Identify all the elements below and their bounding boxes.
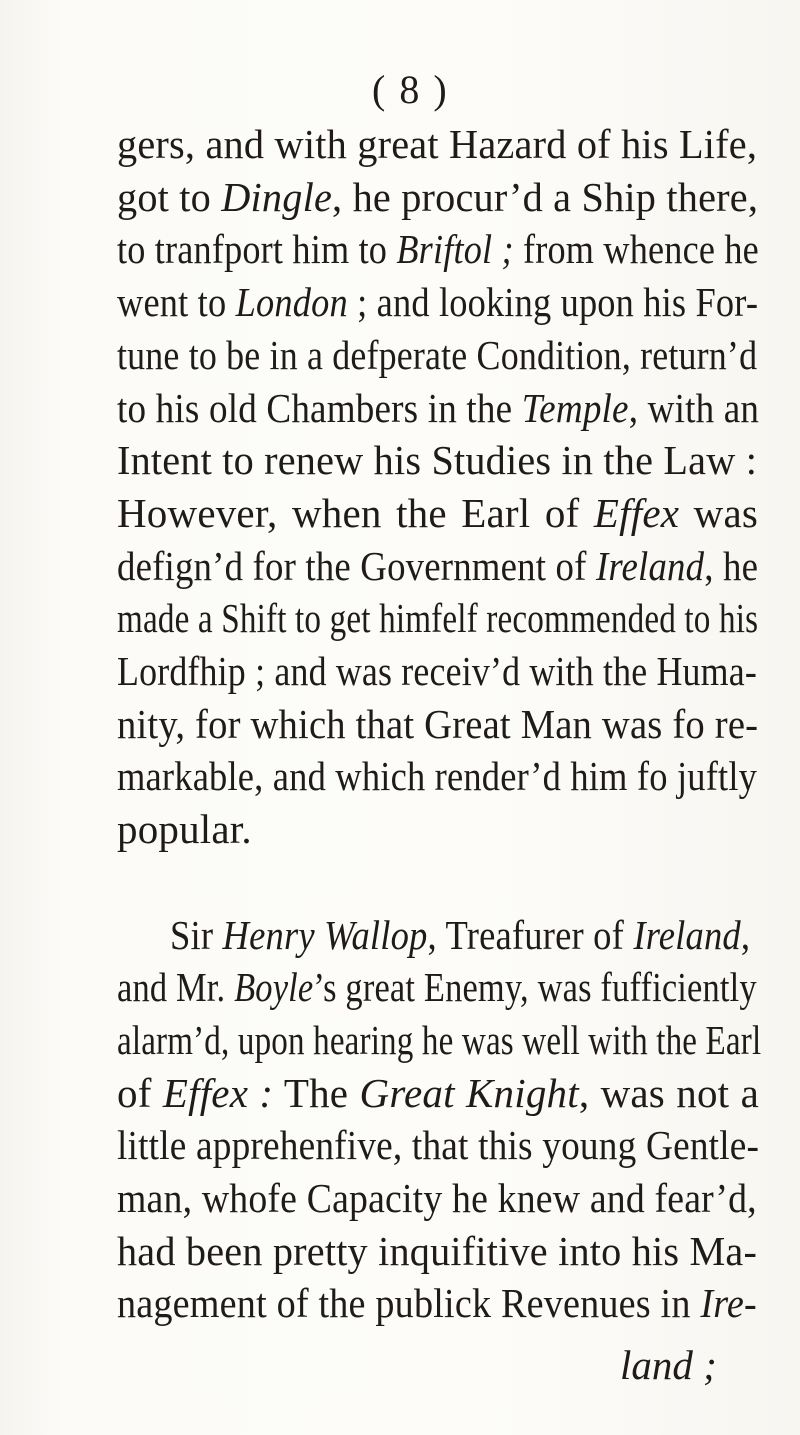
text-run: , he procur’d a Ship there,	[332, 174, 759, 220]
text-run: Lordfhip ; and was receiv’d with the Huma-	[117, 648, 757, 694]
italic-text: Dingle	[221, 174, 333, 220]
text-run: made a Shift to get himfelf recommended to his	[117, 595, 759, 641]
text-run: Intent to renew his Studies in the Law :	[117, 437, 758, 483]
text-run: to his old Chambers in the	[117, 385, 522, 431]
italic-text: Briftol ;	[396, 226, 514, 272]
text-run: nagement of the publick Revenues in	[117, 1280, 701, 1326]
text-line	[117, 1279, 757, 1327]
text-line	[117, 1174, 757, 1222]
italic-text: Temple	[521, 385, 629, 431]
italic-text: Effex :	[162, 1070, 274, 1116]
text-run: markable, and which render’d him fo juftly	[117, 753, 758, 799]
text-line	[117, 1121, 759, 1169]
text-line	[117, 120, 757, 168]
text-run: and Mr.	[117, 964, 235, 1010]
text-run: little apprehenfive, that this young Gentle-	[117, 1122, 760, 1168]
text-line	[117, 173, 758, 221]
text-run: to tranfport him to	[117, 226, 397, 272]
text-run: from whence he	[513, 226, 759, 272]
text-run: The	[273, 1070, 360, 1116]
text-line	[117, 1227, 757, 1275]
text-run: popular.	[117, 806, 252, 852]
text-line	[117, 752, 757, 800]
page-number: ( 8 )	[372, 67, 449, 112]
italic-text: Great Knight	[359, 1070, 579, 1116]
text-run: Sir	[170, 912, 223, 958]
text-line	[117, 489, 758, 537]
text-run: defign’d for the Government of	[117, 543, 596, 589]
text-run: alarm’d, upon hearing he was well with the Earl	[117, 1017, 762, 1063]
italic-text: Boyle	[234, 964, 314, 1010]
italic-text: Ireland	[633, 912, 741, 958]
text-run: was	[679, 490, 759, 536]
text-line	[117, 1069, 759, 1117]
text-line	[117, 963, 757, 1011]
text-line	[117, 436, 757, 484]
text-line	[117, 331, 757, 379]
text-run: nity, for which that Great Man was fo re-	[117, 701, 759, 747]
text-line	[117, 700, 758, 748]
text-line	[117, 1016, 761, 1064]
text-run: However, when the Earl of	[117, 490, 594, 536]
text-line	[117, 225, 759, 273]
italic-text: Effex	[593, 490, 680, 536]
text-line	[117, 278, 758, 326]
text-line	[170, 911, 750, 959]
text-run: went to	[117, 279, 236, 325]
text-run: ; and looking upon his For-	[347, 279, 759, 325]
text-line	[117, 594, 758, 642]
text-line	[117, 384, 759, 432]
italic-text: Ireland	[595, 543, 705, 589]
text-line	[117, 805, 252, 853]
text-run: gers, and with great Hazard of his Life,	[117, 121, 758, 167]
text-run: , was not a	[578, 1070, 759, 1116]
text-run: tune to be in a defperate Condition, return’d	[117, 332, 758, 378]
text-run: man, whofe Capacity he knew and fear’d,	[117, 1175, 757, 1221]
text-run: ,	[740, 912, 751, 958]
text-run: , Treafurer of	[427, 912, 634, 958]
text-run: had been pretty inquifitive into his Ma-	[117, 1228, 758, 1274]
italic-text: Henry Wallop	[222, 912, 428, 958]
italic-text: Ire-	[700, 1280, 757, 1326]
italic-text: London	[235, 279, 348, 325]
text-run: of	[117, 1070, 163, 1116]
text-line	[117, 647, 757, 695]
text-line	[117, 542, 758, 590]
text-run: ’s great Enemy, was fufficiently	[313, 964, 757, 1010]
catchword: land ;	[620, 1342, 717, 1388]
text-run: , he	[704, 543, 759, 589]
text-run: , with an	[628, 385, 760, 431]
text-run: got to	[117, 174, 222, 220]
